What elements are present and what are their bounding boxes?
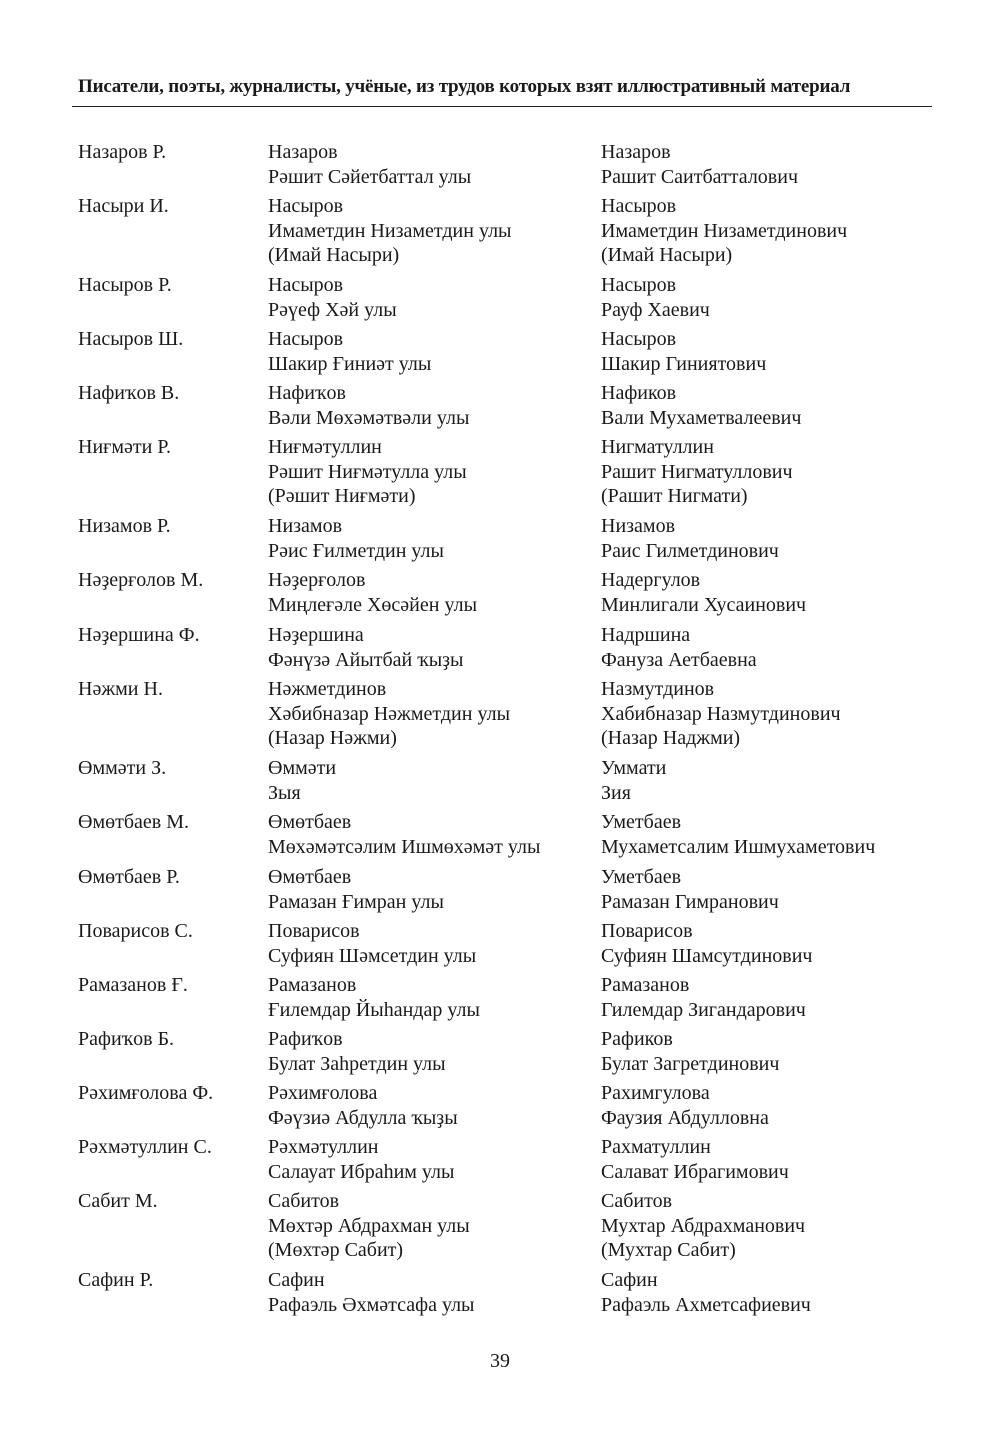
bashkir-name-line: (Назар Нәжми)	[268, 727, 397, 749]
bashkir-name-line: Рәхимғолова	[268, 1082, 378, 1104]
russian-name-line: Низамов	[601, 515, 676, 537]
bashkir-name-line: Хәбибназар Нәжметдин улы	[268, 702, 511, 725]
bashkir-name-line: Мөхтәр Абдрахман улы	[268, 1214, 470, 1237]
entry-bashkir-full-name	[268, 919, 476, 968]
entry-russian-full-name	[601, 810, 875, 859]
russian-name-line: (Мухтар Сабит)	[601, 1239, 736, 1261]
russian-name-line: Сабитов	[601, 1190, 673, 1212]
russian-name-line: Рамазан Гимранович	[601, 890, 779, 913]
entry-bashkir-full-name	[268, 1268, 475, 1317]
entry-bashkir-full-name	[268, 514, 444, 563]
entry-short-name: Поварисов С.	[78, 920, 193, 942]
bashkir-name-line: Насыров	[268, 328, 344, 350]
bashkir-name-line: Рәшит Ниғмәтулла улы	[268, 460, 467, 483]
entry-bashkir-full-name	[268, 810, 540, 859]
russian-name-line: Рауф Хаевич	[601, 298, 710, 321]
russian-name-line: Фануза Аетбаевна	[601, 648, 757, 671]
entry-bashkir-full-name	[268, 194, 512, 268]
entry-bashkir-full-name	[268, 327, 431, 376]
page-number: 39	[490, 1350, 510, 1372]
bashkir-name-line: Рафиҡов	[268, 1028, 343, 1050]
bashkir-name-line: Ғилемдар Йыһандар улы	[268, 998, 480, 1021]
russian-name-line: Рафаэль Ахметсафиевич	[601, 1293, 811, 1316]
russian-name-line: Хабибназар Назмутдинович	[601, 702, 841, 725]
entry-short-name: Рамазанов Ғ.	[78, 974, 188, 996]
russian-name-line: Рашит Нигматуллович	[601, 460, 793, 483]
bashkir-name-line: Салауат Ибраһим улы	[268, 1160, 455, 1183]
entry-russian-full-name	[601, 865, 779, 914]
russian-name-line: Рашит Саитбатталович	[601, 165, 799, 188]
russian-name-line: Насыров	[601, 274, 677, 296]
entry-russian-full-name	[601, 1268, 811, 1317]
entry-short-name: Өммәти З.	[78, 757, 167, 779]
entry-short-name: Низамов Р.	[78, 515, 171, 537]
bashkir-name-line: Сафин	[268, 1269, 325, 1291]
russian-name-line: Надергулов	[601, 569, 701, 591]
bashkir-name-line: Рәхмәтуллин	[268, 1136, 379, 1158]
russian-name-line: Надршина	[601, 624, 691, 646]
bashkir-name-line: Ниғмәтуллин	[268, 436, 382, 458]
entry-russian-full-name	[601, 381, 801, 430]
entry-short-name: Насыров Ш.	[78, 328, 184, 350]
russian-name-line: Поварисов	[601, 920, 693, 942]
entry-russian-full-name	[601, 1081, 769, 1130]
entry-bashkir-full-name	[268, 865, 444, 914]
entry-short-name: Ниғмәти Р.	[78, 436, 171, 458]
russian-name-line: Насыров	[601, 195, 677, 217]
russian-name-line: Суфиян Шамсутдинович	[601, 944, 813, 967]
bashkir-name-line: Нәҙершина	[268, 624, 364, 646]
entry-russian-full-name	[601, 568, 806, 617]
entry-russian-full-name	[601, 140, 798, 189]
russian-name-line: (Назар Наджми)	[601, 727, 741, 749]
russian-name-line: Булат Загретдинович	[601, 1052, 780, 1075]
entry-russian-full-name	[601, 514, 779, 563]
russian-name-line: Салават Ибрагимович	[601, 1160, 789, 1183]
russian-name-line: Назмутдинов	[601, 678, 715, 700]
bashkir-name-line: Рамазан Ғимран улы	[268, 890, 444, 913]
entry-bashkir-full-name	[268, 1027, 446, 1076]
entry-bashkir-full-name	[268, 568, 477, 617]
bashkir-name-line: Низамов	[268, 515, 343, 537]
entry-bashkir-full-name	[268, 677, 510, 751]
entry-short-name: Өмөтбаев Р.	[78, 866, 180, 888]
russian-name-line: Уммати	[601, 757, 667, 779]
russian-name-line: Уметбаев	[601, 866, 682, 888]
entry-russian-full-name	[601, 273, 710, 322]
russian-name-line: Рахимгулова	[601, 1082, 710, 1104]
entry-bashkir-full-name	[268, 756, 336, 805]
entry-russian-full-name	[601, 756, 666, 805]
bashkir-name-line: Өмөтбаев	[268, 811, 352, 833]
bashkir-name-line: Насыров	[268, 195, 344, 217]
entry-short-name: Насыров Р.	[78, 274, 172, 296]
russian-name-line: Вали Мухаметвалеевич	[601, 406, 802, 429]
russian-name-line: Фаузия Абдулловна	[601, 1106, 769, 1129]
bashkir-name-line: Нафиҡов	[268, 382, 346, 404]
entry-short-name: Нәҙершина Ф.	[78, 624, 200, 646]
russian-name-line: Шакир Гиниятович	[601, 352, 767, 375]
russian-name-line: Имаметдин Низаметдинович	[601, 219, 848, 242]
entry-bashkir-full-name	[268, 1189, 470, 1263]
russian-name-line: Мухаметсалим Ишмухаметович	[601, 835, 876, 858]
entry-bashkir-full-name	[268, 140, 471, 189]
entry-short-name: Сабит М.	[78, 1190, 158, 1212]
entry-short-name: Рәхмәтуллин С.	[78, 1136, 212, 1158]
bashkir-name-line: (Имай Насыри)	[268, 244, 400, 266]
bashkir-name-line: Имаметдин Низаметдин улы	[268, 219, 512, 242]
entry-russian-full-name	[601, 435, 793, 509]
bashkir-name-line: (Рәшит Ниғмәти)	[268, 485, 416, 507]
russian-name-line: Зия	[601, 781, 631, 804]
entry-bashkir-full-name	[268, 435, 467, 509]
page-header-title: Писатели, поэты, журналисты, учёные, из трудов которых взят иллюстративный материал	[78, 76, 851, 97]
russian-name-line: Минлигали Хусаинович	[601, 593, 807, 616]
bashkir-name-line: Назаров	[268, 141, 338, 163]
russian-name-line: Сафин	[601, 1269, 658, 1291]
entry-russian-full-name	[601, 677, 841, 751]
entry-russian-full-name	[601, 973, 806, 1022]
entry-russian-full-name	[601, 194, 847, 268]
entry-short-name: Назаров Р.	[78, 141, 167, 163]
russian-name-line: Рахматуллин	[601, 1136, 711, 1158]
entry-short-name: Өмөтбаев М.	[78, 811, 189, 833]
russian-name-line: Рафиков	[601, 1028, 673, 1050]
bashkir-name-line: Булат Заһретдин улы	[268, 1052, 446, 1075]
bashkir-name-line: Нәжметдинов	[268, 678, 387, 700]
bashkir-name-line: Рафаэль Әхмәтсафа улы	[268, 1293, 475, 1316]
bashkir-name-line: Нәҙерғолов	[268, 569, 366, 591]
russian-name-line: Раис Гилметдинович	[601, 539, 779, 562]
entry-bashkir-full-name	[268, 973, 480, 1022]
bashkir-name-line: Рамазанов	[268, 974, 357, 996]
entry-short-name: Нәжми Н.	[78, 678, 163, 700]
entry-russian-full-name	[601, 1135, 789, 1184]
entry-bashkir-full-name	[268, 623, 463, 672]
bashkir-name-line: Рәис Ғилметдин улы	[268, 539, 444, 562]
bashkir-name-line: Рәүеф Хәй улы	[268, 298, 397, 321]
bashkir-name-line: Мөхәмәтсәлим Ишмөхәмәт улы	[268, 835, 541, 858]
entry-russian-full-name	[601, 919, 813, 968]
entry-bashkir-full-name	[268, 1081, 458, 1130]
russian-name-line: Рамазанов	[601, 974, 690, 996]
entry-russian-full-name	[601, 623, 757, 672]
bashkir-name-line: (Мөхтәр Сабит)	[268, 1239, 404, 1261]
entry-bashkir-full-name	[268, 1135, 454, 1184]
russian-name-line: Назаров	[601, 141, 671, 163]
bashkir-name-line: Зыя	[268, 781, 301, 804]
russian-name-line: Нафиков	[601, 382, 677, 404]
russian-name-line: (Рашит Нигмати)	[601, 485, 748, 507]
entry-russian-full-name	[601, 1027, 779, 1076]
bashkir-name-line: Насыров	[268, 274, 344, 296]
entry-short-name: Рафиҡов Б.	[78, 1028, 175, 1050]
bashkir-name-line: Миңлеғәле Хөсәйен улы	[268, 593, 478, 616]
entry-short-name: Рәхимғолова Ф.	[78, 1082, 214, 1104]
russian-name-line: Мухтар Абдрахманович	[601, 1214, 806, 1237]
bashkir-name-line: Поварисов	[268, 920, 360, 942]
bashkir-name-line: Шакир Ғиниәт улы	[268, 352, 432, 375]
entry-short-name: Нәҙерғолов М.	[78, 569, 204, 591]
entry-short-name: Нафиҡов В.	[78, 382, 180, 404]
entry-russian-full-name	[601, 327, 766, 376]
russian-name-line: Уметбаев	[601, 811, 682, 833]
bashkir-name-line: Өммәти	[268, 757, 337, 779]
bashkir-name-line: Өмөтбаев	[268, 866, 352, 888]
entry-bashkir-full-name	[268, 273, 397, 322]
russian-name-line: Нигматуллин	[601, 436, 714, 458]
bashkir-name-line: Суфиян Шәмсетдин улы	[268, 944, 477, 967]
russian-name-line: (Имай Насыри)	[601, 244, 733, 266]
bashkir-name-line: Вәли Мөхәмәтвәли улы	[268, 406, 470, 429]
russian-name-line: Гилемдар Зигандарович	[601, 998, 806, 1021]
entry-russian-full-name	[601, 1189, 805, 1263]
entry-bashkir-full-name	[268, 381, 469, 430]
entry-short-name: Насыри И.	[78, 195, 169, 217]
bashkir-name-line: Рәшит Сәйетбаттал улы	[268, 165, 472, 188]
bashkir-name-line: Фәнүзә Айытбай ҡыҙы	[268, 648, 464, 671]
bashkir-name-line: Сабитов	[268, 1190, 340, 1212]
bashkir-name-line: Фәүзиә Абдулла ҡыҙы	[268, 1106, 458, 1129]
entry-short-name: Сафин Р.	[78, 1269, 154, 1291]
russian-name-line: Насыров	[601, 328, 677, 350]
